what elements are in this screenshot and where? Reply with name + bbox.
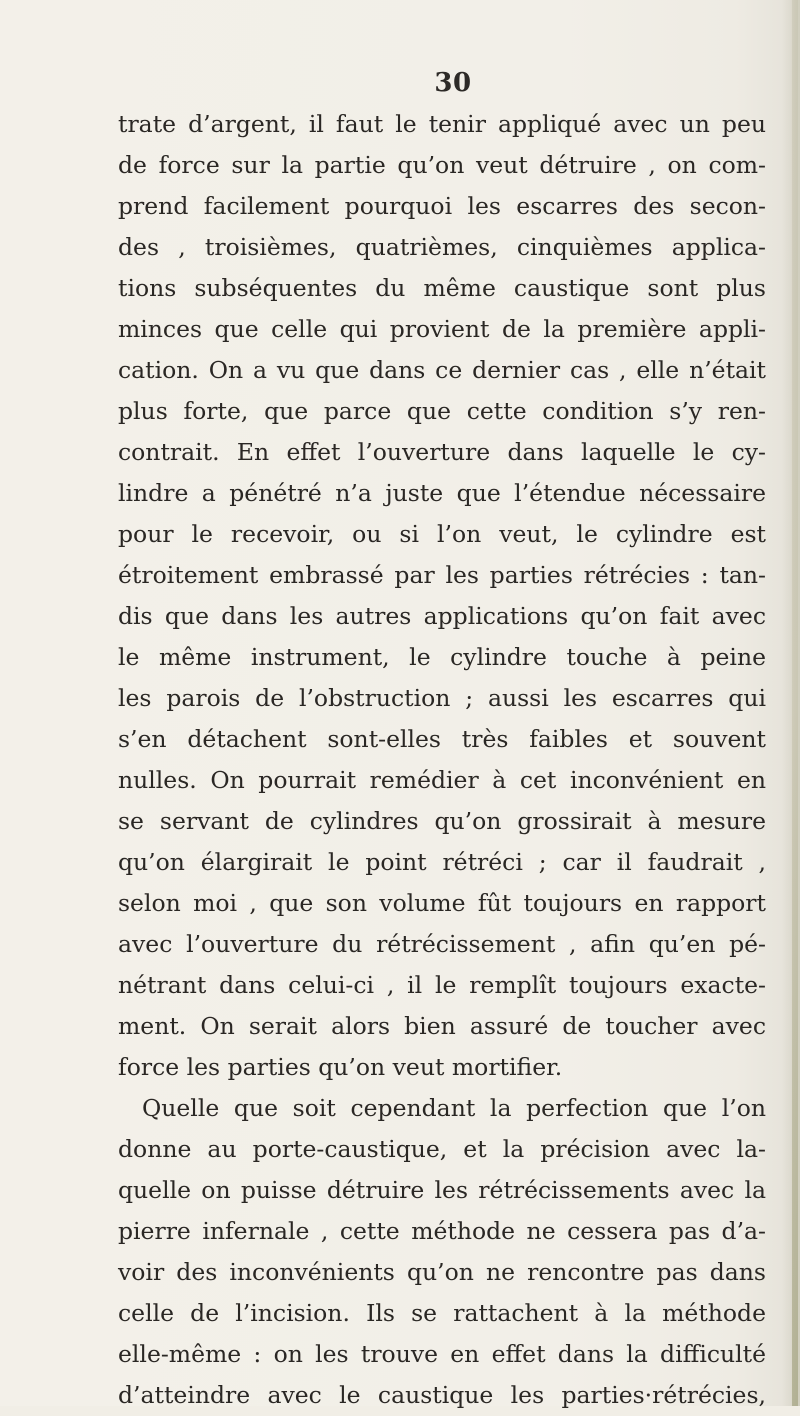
paragraph-end-line: force les parties qu’on veut mortifier. — [118, 1053, 563, 1081]
text-line: trate d’argent, il faut le tenir appliqué avec un peu — [118, 110, 766, 138]
text-line: étroitement embrassé par les parties rétrécies : tan- — [118, 561, 766, 589]
text-line: contrait. En effet l’ouverture dans laquelle le cy- — [118, 438, 766, 466]
text-line: avec l’ouverture du rétrécissement , afin qu’en pé- — [118, 930, 766, 958]
text-line: pierre infernale , cette méthode ne cessera pas d’a- — [118, 1217, 766, 1245]
page-binding-shadow — [792, 0, 798, 1406]
text-line: cation. On a vu que dans ce dernier cas , elle n’était — [118, 356, 766, 384]
text-line: nétrant dans celui-ci , il le remplît toujours exacte- — [118, 971, 766, 999]
text-line: les parois de l’obstruction ; aussi les escarres qui — [118, 684, 766, 712]
body-text — [118, 104, 766, 1416]
text-line: voir des inconvénients qu’on ne rencontre pas dans — [118, 1258, 766, 1286]
text-line: qu’on élargirait le point rétréci ; car il faudrait , — [118, 848, 766, 876]
text-line: de force sur la partie qu’on veut détruire , on com- — [118, 151, 766, 179]
text-line: nulles. On pourrait remédier à cet inconvénient en — [118, 766, 766, 794]
text-line: d’atteindre avec le caustique les parties·rétrécies, — [118, 1381, 766, 1409]
text-line: plus forte, que parce que cette condition s’y ren- — [118, 397, 766, 425]
text-line: lindre a pénétré n’a juste que l’étendue nécessaire — [118, 479, 766, 507]
text-line: elle-même : on les trouve en effet dans la difficulté — [118, 1340, 766, 1368]
text-line: selon moi , que son volume fût toujours en rapport — [118, 889, 766, 917]
text-line: des , troisièmes, quatrièmes, cinquièmes applica- — [118, 233, 766, 261]
text-line: ment. On serait alors bien assuré de toucher avec — [118, 1012, 766, 1040]
text-line: celle de l’incision. Ils se rattachent à la méthode — [118, 1299, 766, 1327]
text-line: s’en détachent sont-elles très faibles et souvent — [118, 725, 766, 753]
text-line: donne au porte-caustique, et la précision avec la- — [118, 1135, 766, 1163]
text-line: quelle on puisse détruire les rétrécissements avec la — [118, 1176, 766, 1204]
text-line: le même instrument, le cylindre touche à peine — [118, 643, 766, 671]
text-line: tions subséquentes du même caustique sont plus — [118, 274, 766, 302]
text-line: se servant de cylindres qu’on grossirait à mesure — [118, 807, 766, 835]
paragraph-start-line: Quelle que soit cependant la perfection que l’on — [142, 1094, 766, 1122]
text-line: minces que celle qui provient de la première appli- — [118, 315, 766, 343]
page-number: 30 — [434, 68, 472, 98]
text-line: prend facilement pourquoi les escarres des secon- — [118, 192, 766, 220]
text-line: dis que dans les autres applications qu’on fait avec — [118, 602, 766, 630]
text-line: pour le recevoir, ou si l’on veut, le cylindre est — [118, 520, 766, 548]
